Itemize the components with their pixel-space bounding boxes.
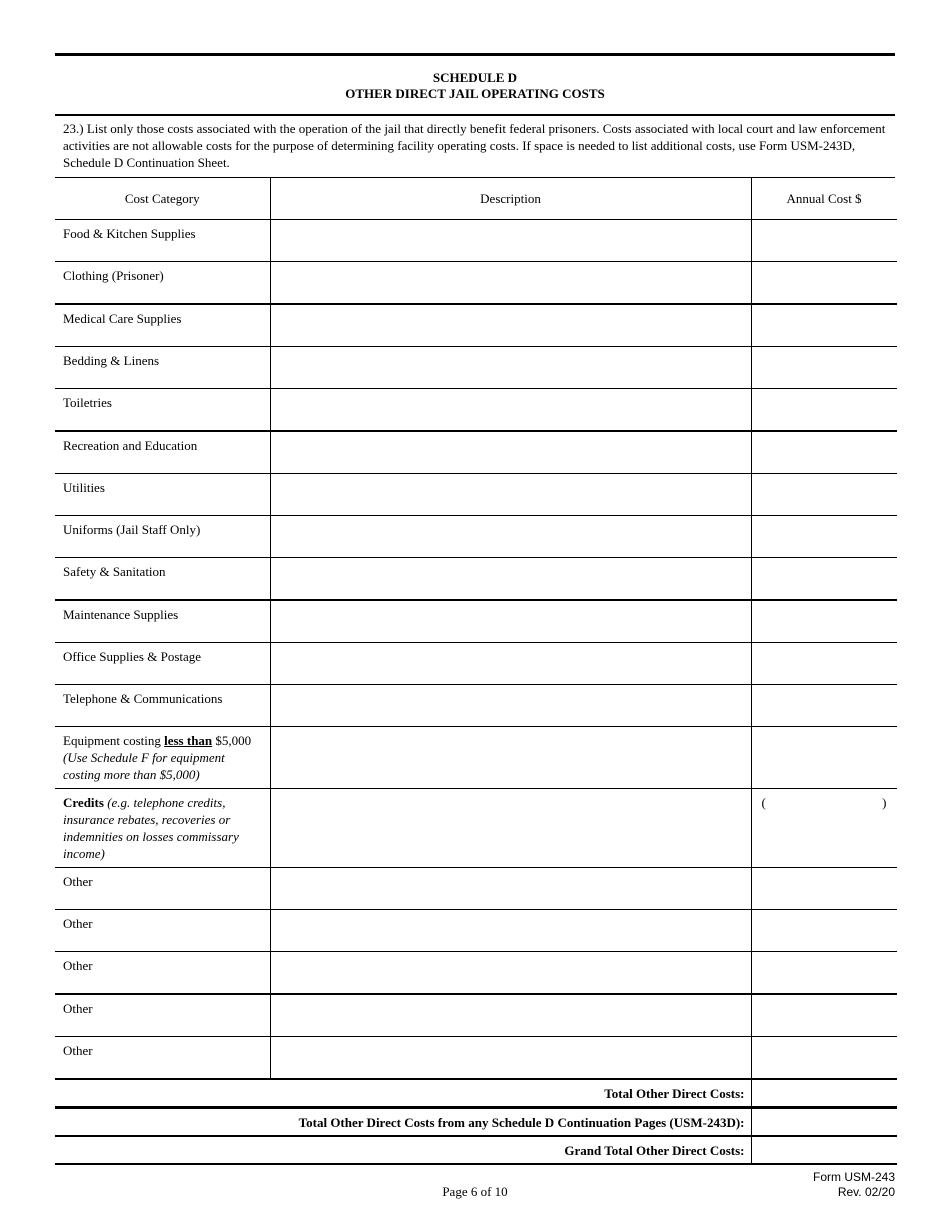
description-field[interactable] [270,262,751,305]
row-category: Medical Care Supplies [55,304,270,347]
close-paren: ) [882,795,887,810]
open-paren: ( [761,795,766,810]
header-cost-category: Cost Category [55,178,270,220]
description-field[interactable] [270,952,751,995]
row-category-equipment [55,727,270,789]
header-annual-cost: Annual Cost $ [751,178,897,220]
table-header [55,178,897,220]
row-category: Other [55,868,270,910]
description-field[interactable] [270,347,751,389]
continuation-total-label: Total Other Direct Costs from any Schedule D Continuation Pages (USM-243D): [55,1108,751,1137]
row-category: Bedding & Linens [55,347,270,389]
table-row [55,347,897,389]
row-category: Utilities [55,474,270,516]
table-row-other [55,1037,897,1080]
instructions-text: 23.) List only those costs associated with the operation of the jail that directly benefit federal prisoners. Costs associated with local court and law enforcement activities are not allowable costs for the purpose of determining facility operating costs. If space is needed to list additional costs, use Form USM-243D, Schedule D Continuation Sheet. [55,116,895,178]
description-field[interactable] [270,558,751,601]
table-row [55,600,897,643]
annual-cost-field[interactable] [751,994,897,1037]
schedule-title: SCHEDULE D [432,70,518,85]
total-row [55,1108,897,1137]
equipment-prefix: Equipment costing [63,733,165,748]
description-field[interactable] [270,474,751,516]
annual-cost-field[interactable] [751,727,897,789]
table-row [55,474,897,516]
equipment-suffix: $5,000 [212,733,252,748]
row-category: Other [55,910,270,952]
description-field[interactable] [270,727,751,789]
table-row [55,220,897,262]
form-revision: Rev. 02/20 [837,1185,895,1199]
row-category: Other [55,952,270,995]
annual-cost-field[interactable] [751,600,897,643]
annual-cost-field[interactable] [751,952,897,995]
schedule-subtitle: OTHER DIRECT JAIL OPERATING COSTS [345,86,605,101]
equipment-note: (Use Schedule F for equipment costing more than $5,000) [63,750,225,782]
table-row [55,389,897,432]
credits-label: Credits [63,795,104,810]
table-row-equipment [55,727,897,789]
description-field[interactable] [270,1037,751,1080]
description-field[interactable] [270,220,751,262]
page-number: Page 6 of 10 [442,1184,508,1199]
table-row-credits [55,789,897,868]
table-row-other [55,910,897,952]
schedule-d-form [55,53,895,1165]
row-category: Other [55,994,270,1037]
annual-cost-field[interactable] [751,558,897,601]
row-category: Food & Kitchen Supplies [55,220,270,262]
table-row-other [55,952,897,995]
row-category: Telephone & Communications [55,685,270,727]
row-category: Recreation and Education [55,431,270,474]
form-heading [55,56,895,114]
table-row-other [55,994,897,1037]
table-row [55,431,897,474]
table-row-other [55,868,897,910]
credits-cost-field[interactable] [751,789,897,868]
table-row [55,643,897,685]
row-category: Clothing (Prisoner) [55,262,270,305]
grand-total-label: Grand Total Other Direct Costs: [55,1136,751,1164]
annual-cost-field[interactable] [751,304,897,347]
cost-table [55,178,897,1165]
annual-cost-field[interactable] [751,389,897,432]
annual-cost-field[interactable] [751,643,897,685]
description-field[interactable] [270,643,751,685]
annual-cost-field[interactable] [751,516,897,558]
description-field[interactable] [270,431,751,474]
table-row [55,262,897,305]
annual-cost-field[interactable] [751,347,897,389]
annual-cost-field[interactable] [751,262,897,305]
credits-note: (e.g. telephone credits, insurance rebates, recoveries or indemnities on losses commissary income) [63,795,239,861]
total-row [55,1079,897,1108]
continuation-total-field[interactable] [751,1108,897,1137]
annual-cost-field[interactable] [751,220,897,262]
row-category-credits [55,789,270,868]
row-category: Maintenance Supplies [55,600,270,643]
table-row [55,558,897,601]
row-category: Office Supplies & Postage [55,643,270,685]
annual-cost-field[interactable] [751,474,897,516]
total-row [55,1136,897,1164]
row-category: Other [55,1037,270,1080]
row-category: Uniforms (Jail Staff Only) [55,516,270,558]
description-field[interactable] [270,910,751,952]
row-category: Toiletries [55,389,270,432]
form-id [813,1170,895,1200]
description-field[interactable] [270,868,751,910]
header-description: Description [270,178,751,220]
description-field[interactable] [270,685,751,727]
row-category: Safety & Sanitation [55,558,270,601]
annual-cost-field[interactable] [751,1037,897,1080]
table-row [55,304,897,347]
annual-cost-field[interactable] [751,868,897,910]
description-field[interactable] [270,789,751,868]
annual-cost-field[interactable] [751,685,897,727]
equipment-emphasis: less than [164,733,213,748]
table-row [55,685,897,727]
description-field[interactable] [270,994,751,1037]
description-field[interactable] [270,304,751,347]
annual-cost-field[interactable] [751,431,897,474]
form-number: Form USM-243 [812,1170,895,1184]
description-field[interactable] [270,389,751,432]
total-other-field[interactable] [751,1079,897,1108]
total-other-label: Total Other Direct Costs: [55,1079,751,1108]
annual-cost-field[interactable] [751,910,897,952]
table-row [55,516,897,558]
description-field[interactable] [270,600,751,643]
grand-total-field[interactable] [751,1136,897,1164]
description-field[interactable] [270,516,751,558]
